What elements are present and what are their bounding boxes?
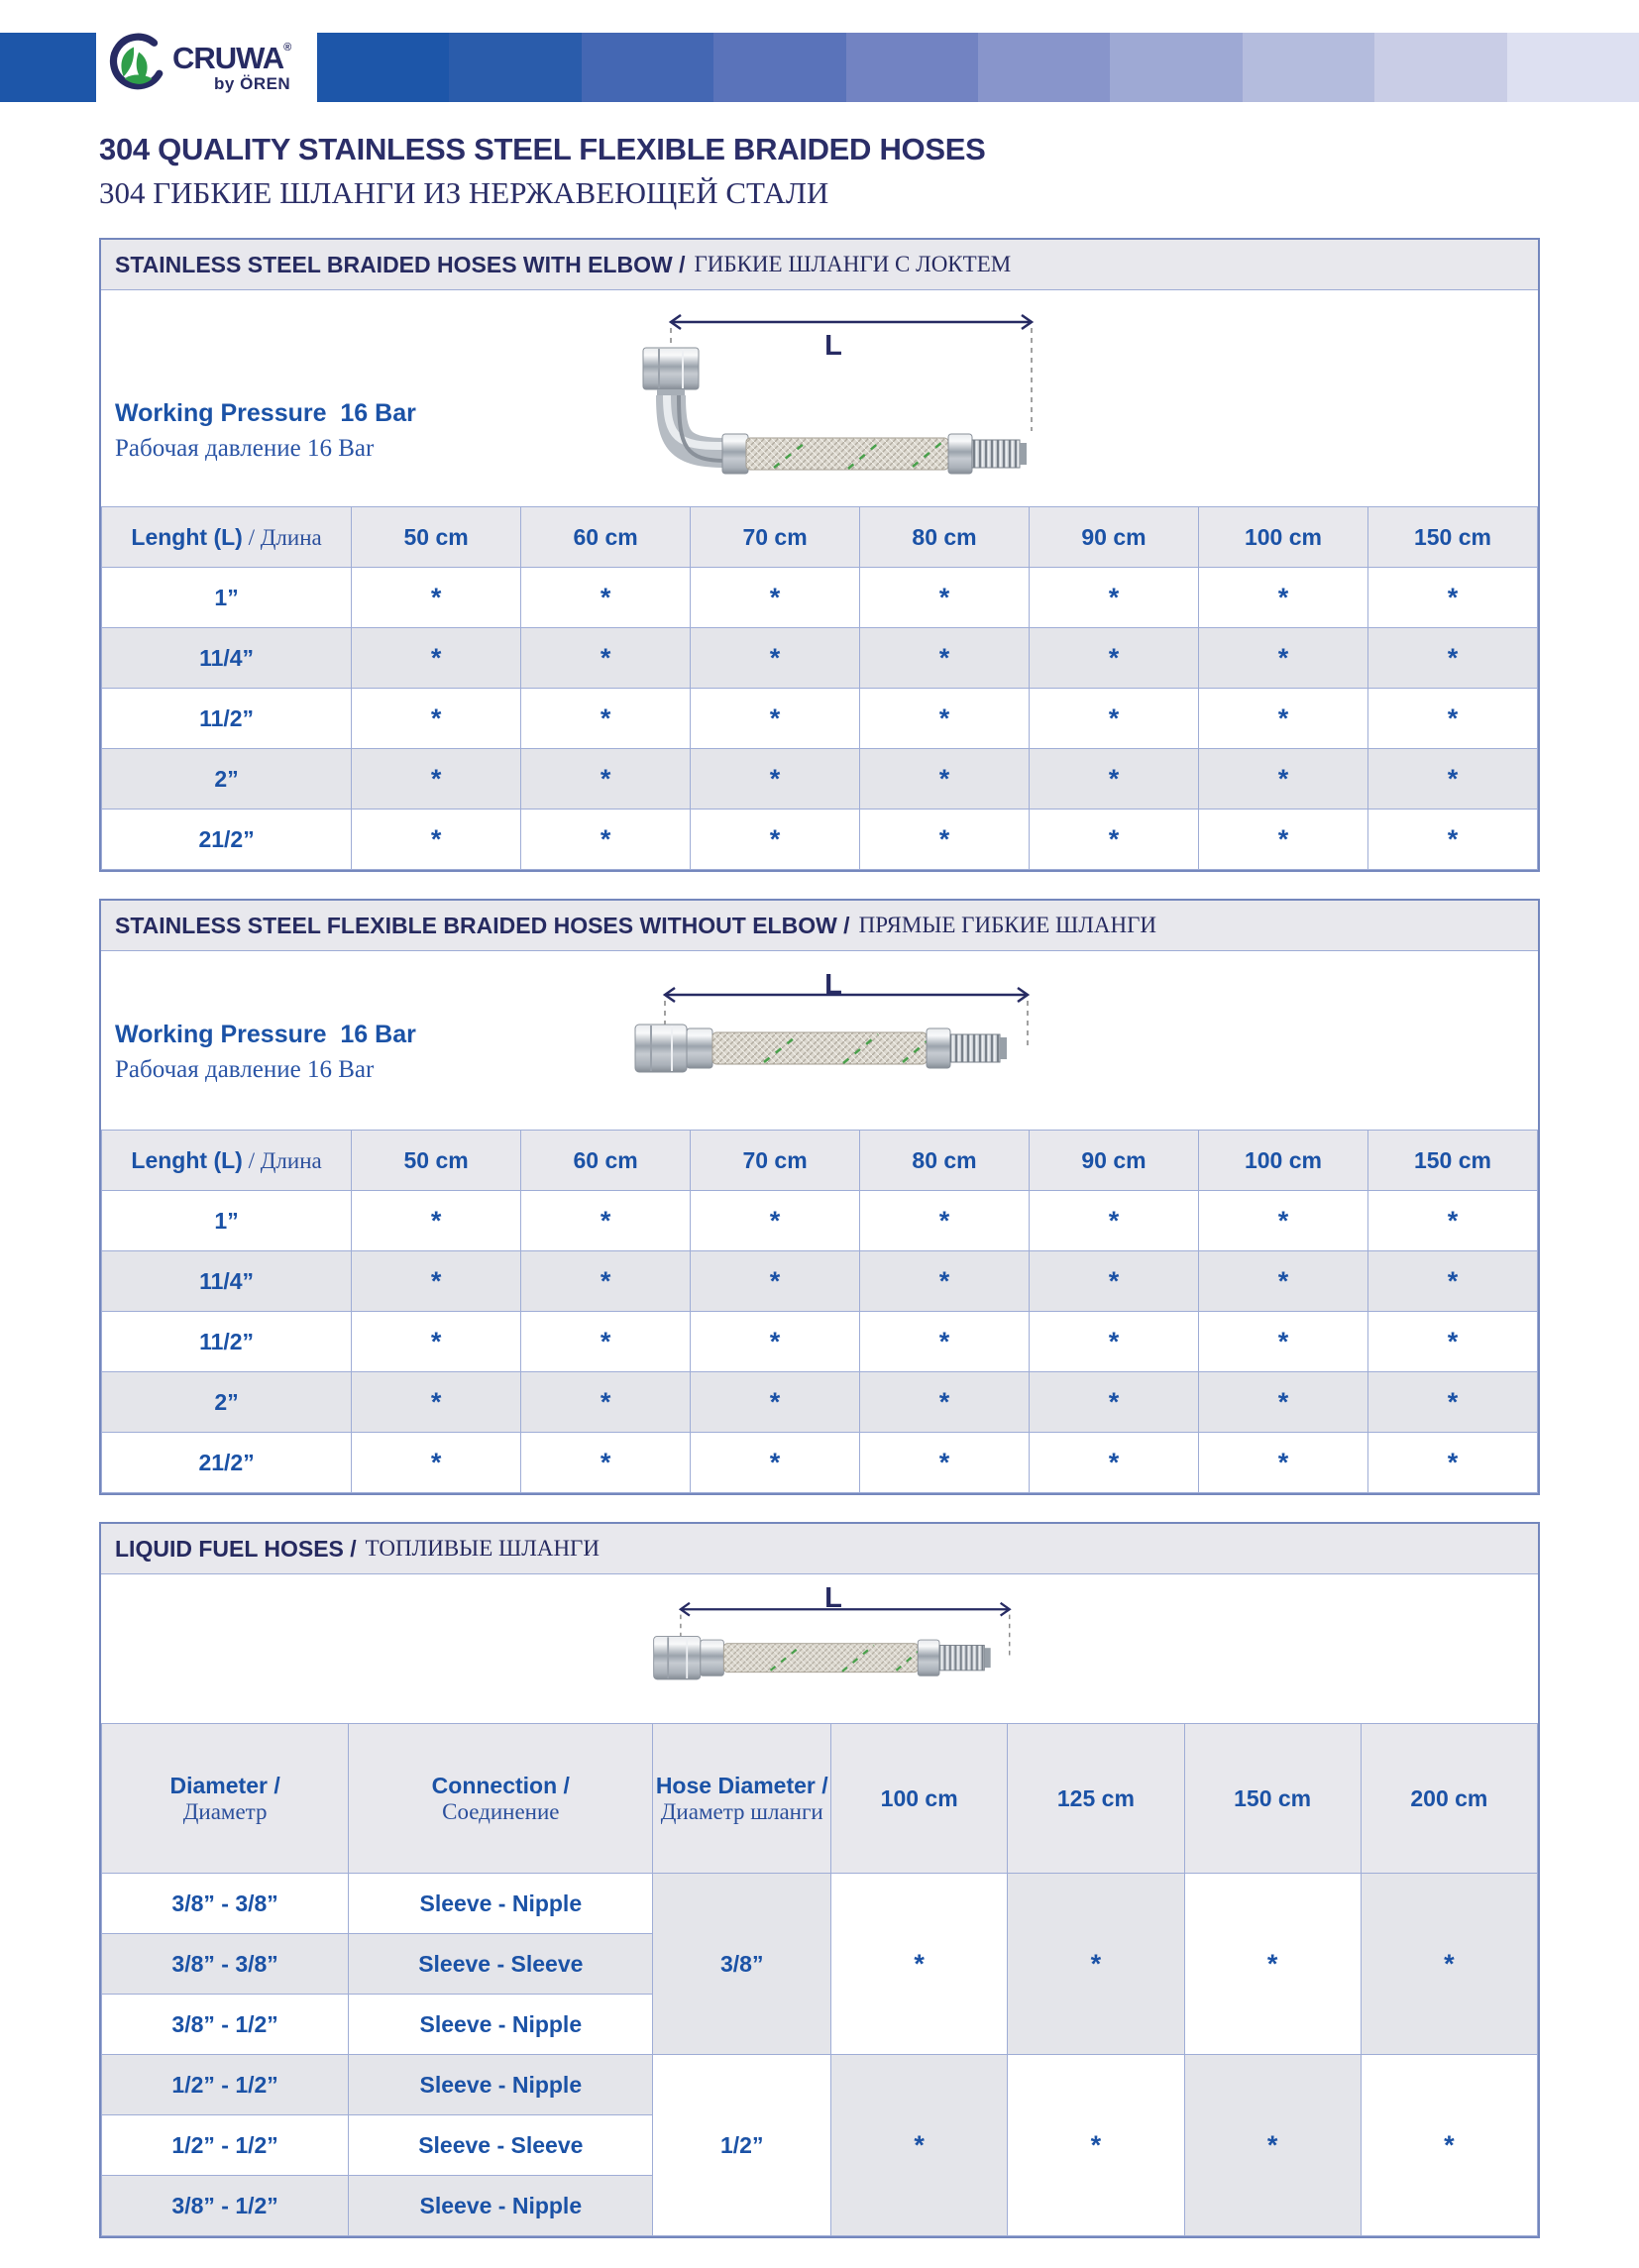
availability-cell: *	[831, 2055, 1008, 2236]
size-table-without-elbow	[101, 1130, 1538, 1493]
hose-diameter-cell: 1/2”	[653, 2055, 831, 2236]
figure-row	[101, 1574, 1538, 1723]
availability-cell: *	[1367, 749, 1537, 810]
availability-cell: *	[1198, 1191, 1367, 1251]
dimension-label: L	[824, 330, 842, 362]
section-header	[101, 240, 1538, 290]
availability-cell: *	[860, 1372, 1030, 1433]
availability-cell: *	[691, 1191, 860, 1251]
length-column-header: 60 cm	[521, 507, 691, 568]
size-table-header-row	[102, 1131, 1538, 1191]
length-label-en: Lenght (L)	[131, 523, 243, 550]
section-header	[101, 901, 1538, 951]
section-hoses-without-elbow	[99, 899, 1540, 1495]
row-label-cell: 2”	[102, 1372, 352, 1433]
size-table-row	[102, 1251, 1538, 1312]
working-pressure-en: Working Pressure 16 Bar	[115, 399, 416, 427]
gradient-segment	[582, 33, 713, 102]
diameter-label-ru: Диаметр	[182, 1798, 268, 1824]
availability-cell: *	[1367, 1433, 1537, 1493]
hose-diameter-cell: 3/8”	[653, 1874, 831, 2055]
size-table-row	[102, 749, 1538, 810]
hose-straight-image	[615, 965, 1051, 1114]
availability-cell: *	[860, 810, 1030, 870]
length-column-header: 150 cm	[1367, 1131, 1537, 1191]
size-table-row	[102, 1191, 1538, 1251]
diameter-cell: 1/2” - 1/2”	[102, 2055, 349, 2115]
availability-cell: *	[352, 1251, 521, 1312]
size-table-row	[102, 628, 1538, 689]
length-column-header: 60 cm	[521, 1131, 691, 1191]
availability-cell: *	[691, 689, 860, 749]
length-column-header: 50 cm	[352, 1131, 521, 1191]
availability-cell: *	[352, 628, 521, 689]
availability-cell: *	[860, 1251, 1030, 1312]
diameter-cell: 3/8” - 1/2”	[102, 2176, 349, 2236]
length-column-header: 150 cm	[1367, 507, 1537, 568]
availability-cell: *	[1367, 1251, 1537, 1312]
availability-cell: *	[1030, 689, 1199, 749]
row-label-cell: 2”	[102, 749, 352, 810]
size-table-row	[102, 568, 1538, 628]
dimension-label: L	[824, 1582, 842, 1614]
availability-cell: *	[1367, 810, 1537, 870]
length-label-en: Lenght (L)	[131, 1146, 243, 1173]
connection-cell: Sleeve - Sleeve	[349, 2115, 653, 2176]
working-pressure-en: Working Pressure 16 Bar	[115, 1021, 416, 1048]
length-column-header: 50 cm	[352, 507, 521, 568]
length-column-header: 200 cm	[1361, 1724, 1537, 1874]
availability-cell: *	[352, 1372, 521, 1433]
registered-mark: ®	[283, 42, 291, 54]
hose-label-en: Hose Diameter /	[655, 1772, 828, 1798]
availability-cell: *	[521, 1372, 691, 1433]
size-table-header-row	[102, 507, 1538, 568]
length-header-cell	[102, 507, 352, 568]
availability-cell: *	[1198, 1312, 1367, 1372]
availability-cell: *	[521, 1251, 691, 1312]
availability-cell: *	[1008, 2055, 1184, 2236]
availability-cell: *	[1184, 1874, 1361, 2055]
working-pressure	[115, 399, 416, 463]
availability-cell: *	[1367, 1191, 1537, 1251]
fuel-table-row	[102, 2055, 1538, 2115]
row-label-cell: 1”	[102, 568, 352, 628]
availability-cell: *	[691, 1372, 860, 1433]
connection-label-ru: Соединение	[442, 1798, 560, 1824]
availability-cell: *	[1030, 1372, 1199, 1433]
availability-cell: *	[1184, 2055, 1361, 2236]
connection-cell: Sleeve - Nipple	[349, 1995, 653, 2055]
availability-cell: *	[521, 628, 691, 689]
connection-cell: Sleeve - Sleeve	[349, 1934, 653, 1995]
hose-elbow-image	[615, 296, 1051, 494]
row-label-cell: 21/2”	[102, 810, 352, 870]
availability-cell: *	[860, 628, 1030, 689]
gradient-segment	[1243, 33, 1374, 102]
availability-cell: *	[352, 568, 521, 628]
availability-cell: *	[1198, 568, 1367, 628]
availability-cell: *	[352, 689, 521, 749]
row-label-cell: 11/2”	[102, 1312, 352, 1372]
gradient-segment	[846, 33, 978, 102]
availability-cell: *	[521, 749, 691, 810]
size-table-with-elbow	[101, 506, 1538, 870]
logo-text	[172, 43, 290, 92]
availability-cell: *	[352, 1191, 521, 1251]
availability-cell: *	[1361, 2055, 1537, 2236]
working-pressure	[115, 1021, 416, 1084]
section-title-ru: ТОПЛИВЫЕ ШЛАНГИ	[365, 1536, 600, 1561]
gradient-segment	[1374, 33, 1506, 102]
availability-cell: *	[521, 689, 691, 749]
availability-cell: *	[521, 1312, 691, 1372]
row-label-cell: 11/4”	[102, 628, 352, 689]
corner-block	[0, 33, 96, 102]
availability-cell: *	[1367, 1312, 1537, 1372]
size-table-row	[102, 810, 1538, 870]
availability-cell: *	[1198, 810, 1367, 870]
hose-diameter-header-cell	[653, 1724, 831, 1874]
fuel-table-header-row	[102, 1724, 1538, 1874]
availability-cell: *	[1361, 1874, 1537, 2055]
availability-cell: *	[1367, 568, 1537, 628]
row-label-cell: 11/2”	[102, 689, 352, 749]
length-column-header: 70 cm	[691, 1131, 860, 1191]
availability-cell: *	[1030, 1312, 1199, 1372]
size-table-row	[102, 689, 1538, 749]
availability-cell: *	[860, 568, 1030, 628]
length-column-header: 125 cm	[1008, 1724, 1184, 1874]
availability-cell: *	[691, 1433, 860, 1493]
fuel-table-row	[102, 1874, 1538, 1934]
section-title-ru: ГИБКИЕ ШЛАНГИ С ЛОКТЕМ	[694, 252, 1012, 276]
working-pressure-ru: Рабочая давление 16 Bar	[115, 435, 375, 462]
length-column-header: 100 cm	[831, 1724, 1008, 1874]
availability-cell: *	[1198, 749, 1367, 810]
availability-cell: *	[1198, 628, 1367, 689]
figure-row	[101, 951, 1538, 1130]
availability-cell: *	[860, 1191, 1030, 1251]
length-column-header: 90 cm	[1030, 507, 1199, 568]
availability-cell: *	[1030, 810, 1199, 870]
availability-cell: *	[352, 1312, 521, 1372]
diameter-cell: 3/8” - 3/8”	[102, 1874, 349, 1934]
availability-cell: *	[352, 749, 521, 810]
diameter-cell: 3/8” - 1/2”	[102, 1995, 349, 2055]
availability-cell: *	[860, 689, 1030, 749]
gradient-segment	[317, 33, 449, 102]
fuel-hose-table	[101, 1723, 1538, 2236]
top-bar	[0, 33, 1639, 102]
connection-cell: Sleeve - Nipple	[349, 2176, 653, 2236]
length-column-header: 80 cm	[860, 507, 1030, 568]
availability-cell: *	[1198, 1372, 1367, 1433]
brand-logo	[103, 27, 313, 108]
gradient-segment	[978, 33, 1110, 102]
availability-cell: *	[521, 1191, 691, 1251]
availability-cell: *	[1030, 568, 1199, 628]
section-title-en: STAINLESS STEEL BRAIDED HOSES WITH ELBOW /	[115, 251, 686, 277]
availability-cell: *	[352, 1433, 521, 1493]
availability-cell: *	[691, 1251, 860, 1312]
length-label-ru: / Длина	[242, 1147, 322, 1173]
size-table-row	[102, 1372, 1538, 1433]
availability-cell: *	[1367, 689, 1537, 749]
availability-cell: *	[860, 1312, 1030, 1372]
availability-cell: *	[1030, 1191, 1199, 1251]
connection-cell: Sleeve - Nipple	[349, 2055, 653, 2115]
availability-cell: *	[521, 568, 691, 628]
availability-cell: *	[691, 810, 860, 870]
working-pressure-ru: Рабочая давление 16 Bar	[115, 1056, 375, 1083]
length-column-header: 90 cm	[1030, 1131, 1199, 1191]
length-column-header: 150 cm	[1184, 1724, 1361, 1874]
gradient-segment	[1110, 33, 1242, 102]
logo-emblem-icon	[103, 33, 168, 103]
availability-cell: *	[1030, 628, 1199, 689]
section-liquid-fuel-hoses	[99, 1522, 1540, 2238]
connection-cell: Sleeve - Nipple	[349, 1874, 653, 1934]
availability-cell: *	[1030, 1251, 1199, 1312]
length-column-header: 100 cm	[1198, 507, 1367, 568]
brand-name: CRUWA®	[172, 41, 291, 75]
diameter-label-en: Diameter /	[169, 1772, 280, 1798]
availability-cell: *	[860, 1433, 1030, 1493]
connection-label-en: Connection /	[431, 1772, 570, 1798]
availability-cell: *	[1367, 628, 1537, 689]
availability-cell: *	[691, 628, 860, 689]
section-hoses-with-elbow	[99, 238, 1540, 872]
connection-header-cell	[349, 1724, 653, 1874]
availability-cell: *	[1367, 1372, 1537, 1433]
availability-cell: *	[1008, 1874, 1184, 2055]
header-gradient	[317, 33, 1639, 102]
brand-subname: by ÖREN	[214, 74, 291, 93]
availability-cell: *	[691, 749, 860, 810]
gradient-segment	[449, 33, 581, 102]
dimension-label: L	[824, 969, 842, 1001]
length-header-cell	[102, 1131, 352, 1191]
diameter-cell: 3/8” - 3/8”	[102, 1934, 349, 1995]
availability-cell: *	[1030, 749, 1199, 810]
section-header	[101, 1524, 1538, 1574]
availability-cell: *	[831, 1874, 1008, 2055]
gradient-segment	[1507, 33, 1639, 102]
availability-cell: *	[1198, 1251, 1367, 1312]
availability-cell: *	[521, 1433, 691, 1493]
availability-cell: *	[691, 568, 860, 628]
availability-cell: *	[691, 1312, 860, 1372]
size-table-row	[102, 1433, 1538, 1493]
row-label-cell: 1”	[102, 1191, 352, 1251]
availability-cell: *	[521, 810, 691, 870]
availability-cell: *	[1030, 1433, 1199, 1493]
row-label-cell: 21/2”	[102, 1433, 352, 1493]
section-title-en: LIQUID FUEL HOSES /	[115, 1535, 357, 1562]
section-title-ru: ПРЯМЫЕ ГИБКИЕ ШЛАНГИ	[858, 913, 1156, 937]
figure-row	[101, 290, 1538, 506]
size-table-row	[102, 1312, 1538, 1372]
row-label-cell: 11/4”	[102, 1251, 352, 1312]
page-title: 304 QUALITY STAINLESS STEEL FLEXIBLE BRAIDED HOSES	[99, 132, 986, 166]
length-column-header: 70 cm	[691, 507, 860, 568]
gradient-segment	[713, 33, 845, 102]
availability-cell: *	[352, 810, 521, 870]
section-title-en: STAINLESS STEEL FLEXIBLE BRAIDED HOSES WITHOUT ELBOW /	[115, 912, 850, 938]
page-subtitle: 304 ГИБКИЕ ШЛАНГИ ИЗ НЕРЖАВЕЮЩЕЙ СТАЛИ	[99, 175, 829, 210]
availability-cell: *	[860, 749, 1030, 810]
availability-cell: *	[1198, 689, 1367, 749]
diameter-header-cell	[102, 1724, 349, 1874]
diameter-cell: 1/2” - 1/2”	[102, 2115, 349, 2176]
hose-label-ru: Диаметр шланги	[660, 1798, 823, 1824]
length-column-header: 80 cm	[860, 1131, 1030, 1191]
hose-fuel-image	[635, 1582, 1032, 1717]
availability-cell: *	[1198, 1433, 1367, 1493]
length-label-ru: / Длина	[242, 524, 322, 550]
length-column-header: 100 cm	[1198, 1131, 1367, 1191]
